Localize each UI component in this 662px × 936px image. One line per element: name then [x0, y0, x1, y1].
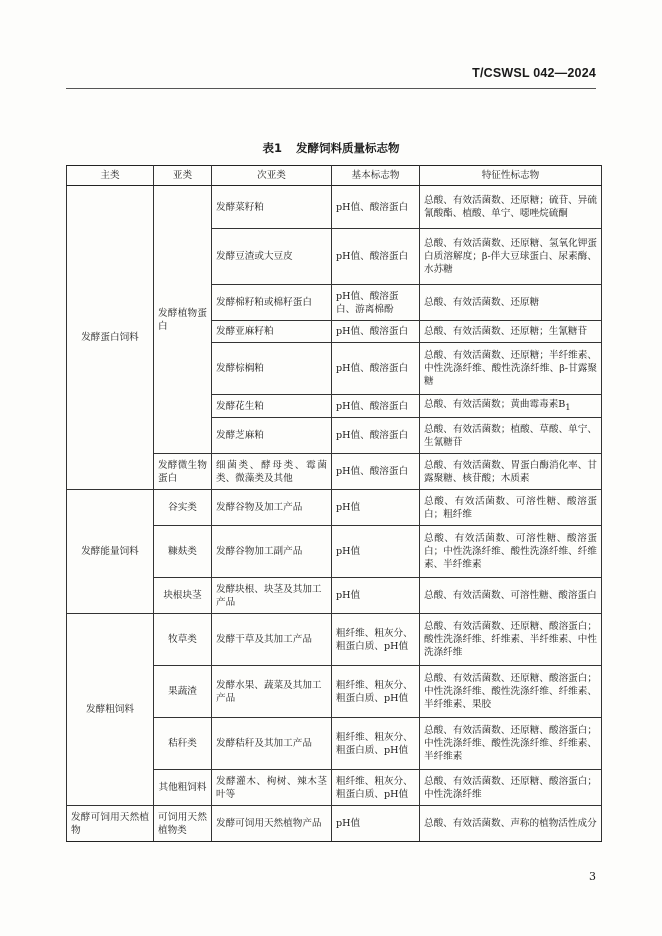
sub-subcategory-cell: 发酵花生粕: [212, 395, 332, 418]
characteristic-marker-cell: 总酸、有效活菌数、可溶性糖、酸溶蛋白；中性洗涤纤维、酸性洗涤纤维、纤维素、半纤维素: [420, 526, 602, 578]
sub-subcategory-cell: 发酵灌木、枸树、辣木茎叶等: [212, 770, 332, 806]
basic-marker-cell: 粗纤维、粗灰分、粗蛋白质、pH值: [332, 666, 420, 718]
basic-marker-cell: pH值、酸溶蛋白: [332, 343, 420, 395]
characteristic-marker-cell: 总酸、有效活菌数、还原糖；硫苷、异硫氰酸酯、植酸、单宁、噁唑烷硫酮: [420, 186, 602, 229]
characteristic-marker-cell: 总酸、有效活菌数、还原糖；半纤维素、中性洗涤纤维、酸性洗涤纤维、β-甘露聚糖: [420, 343, 602, 395]
table-header-row: [67, 166, 602, 186]
basic-marker-cell: pH值: [332, 806, 420, 842]
characteristic-marker-cell: 总酸、有效活菌数、还原糖、酸溶蛋白；中性洗涤纤维、酸性洗涤纤维、纤维素、半纤维素: [420, 718, 602, 770]
main-category-cell: 发酵可饲用天然植物: [67, 806, 154, 842]
basic-marker-cell: pH值、酸溶蛋白: [332, 229, 420, 285]
subcategory-cell: 发酵微生物蛋白: [154, 454, 212, 490]
document-code: T/CSWSL 042—2024: [472, 66, 596, 80]
subcategory-cell: 秸秆类: [154, 718, 212, 770]
basic-marker-cell: pH值: [332, 490, 420, 526]
table-number: 表1: [262, 141, 282, 155]
basic-marker-cell: pH值、酸溶蛋白: [332, 454, 420, 490]
characteristic-marker-cell: 总酸、有效活菌数、可溶性糖、酸溶蛋白；粗纤维: [420, 490, 602, 526]
sub-subcategory-cell: 发酵干草及其加工产品: [212, 614, 332, 666]
sub-subcategory-cell: 发酵棉籽粕或棉籽蛋白: [212, 285, 332, 321]
sub-subcategory-cell: 发酵可饲用天然植物产品: [212, 806, 332, 842]
basic-marker-cell: pH值、酸溶蛋白: [332, 418, 420, 454]
sub-subcategory-cell: 发酵谷物加工副产品: [212, 526, 332, 578]
column-header-main-category: 主类: [67, 166, 154, 186]
basic-marker-cell: pH值、酸溶蛋白: [332, 186, 420, 229]
main-category-cell: 发酵蛋白饲料: [67, 186, 154, 490]
characteristic-marker-cell: 总酸、有效活菌数、还原糖；生氰糖苷: [420, 321, 602, 343]
basic-marker-cell: pH值、酸溶蛋白: [332, 321, 420, 343]
sub-subcategory-cell: 发酵亚麻籽粕: [212, 321, 332, 343]
column-header-subcategory: 亚类: [154, 166, 212, 186]
subcategory-cell: 发酵植物蛋白: [154, 186, 212, 454]
characteristic-marker-cell: 总酸、有效活菌数、还原糖: [420, 285, 602, 321]
sub-subcategory-cell: 发酵谷物及加工产品: [212, 490, 332, 526]
basic-marker-cell: 粗纤维、粗灰分、粗蛋白质、pH值: [332, 614, 420, 666]
basic-marker-cell: 粗纤维、粗灰分、粗蛋白质、pH值: [332, 718, 420, 770]
subcategory-cell: 可饲用天然植物类: [154, 806, 212, 842]
subcategory-cell: 糠麸类: [154, 526, 212, 578]
characteristic-marker-cell: 总酸、有效活菌数；植酸、草酸、单宁、生氰糖苷: [420, 418, 602, 454]
characteristic-marker-cell: 总酸、有效活菌数、可溶性糖、酸溶蛋白: [420, 578, 602, 614]
subcategory-cell: 块根块茎: [154, 578, 212, 614]
marker-text: 总酸、有效活菌数；黄曲霉毒素B: [424, 399, 566, 411]
sub-subcategory-cell: 发酵菜籽粕: [212, 186, 332, 229]
sub-subcategory-cell: 发酵豆渣或大豆皮: [212, 229, 332, 285]
table-caption: [0, 140, 662, 156]
basic-marker-cell: pH值、酸溶蛋白: [332, 395, 420, 418]
table-row: [67, 614, 602, 666]
characteristic-marker-cell: 总酸、有效活菌数、胃蛋白酶消化率、甘露聚糖、核苷酸；木质素: [420, 454, 602, 490]
subcategory-cell: 果蔬渣: [154, 666, 212, 718]
main-category-cell: 发酵粗饲料: [67, 614, 154, 806]
subscript-text: 1: [565, 403, 571, 413]
subcategory-cell: 其他粗饲料: [154, 770, 212, 806]
column-header-characteristic-markers: 特征性标志物: [420, 166, 602, 186]
table-row: [67, 806, 602, 842]
characteristic-marker-cell: 总酸、有效活菌数、还原糖、酸溶蛋白；中性洗涤纤维、酸性洗涤纤维、纤维素、半纤维素、果胶: [420, 666, 602, 718]
table-row: [67, 490, 602, 526]
characteristic-marker-cell: 总酸、有效活菌数、还原糖、酸溶蛋白；中性洗涤纤维: [420, 770, 602, 806]
column-header-basic-markers: 基本标志物: [332, 166, 420, 186]
main-category-cell: 发酵能量饲料: [67, 490, 154, 614]
sub-subcategory-cell: 发酵棕榈粕: [212, 343, 332, 395]
characteristic-marker-cell: 总酸、有效活菌数、还原糖、酸溶蛋白；酸性洗涤纤维、纤维素、半纤维素、中性洗涤纤维: [420, 614, 602, 666]
header-rule: [66, 88, 596, 89]
basic-marker-cell: pH值、酸溶蛋白、游离棉酚: [332, 285, 420, 321]
basic-marker-cell: pH值: [332, 526, 420, 578]
characteristic-marker-cell: [420, 395, 602, 418]
characteristic-marker-cell: 总酸、有效活菌数、声称的植物活性成分: [420, 806, 602, 842]
table-row: [67, 186, 602, 229]
subcategory-cell: 牧草类: [154, 614, 212, 666]
characteristic-marker-cell: 总酸、有效活菌数、还原糖、氢氧化钾蛋白质溶解度；β-伴大豆球蛋白、尿素酶、水苏糖: [420, 229, 602, 285]
basic-marker-cell: pH值: [332, 578, 420, 614]
page-number: 3: [589, 870, 596, 883]
table-title: 发酵饲料质量标志物: [296, 141, 400, 155]
sub-subcategory-cell: 发酵芝麻粕: [212, 418, 332, 454]
sub-subcategory-cell: 细菌类、酵母类、霉菌类、微藻类及其他: [212, 454, 332, 490]
basic-marker-cell: 粗纤维、粗灰分、粗蛋白质、pH值: [332, 770, 420, 806]
sub-subcategory-cell: 发酵块根、块茎及其加工产品: [212, 578, 332, 614]
sub-subcategory-cell: 发酵水果、蔬菜及其加工产品: [212, 666, 332, 718]
column-header-sub-subcategory: 次亚类: [212, 166, 332, 186]
quality-marker-table: [66, 165, 602, 842]
sub-subcategory-cell: 发酵秸秆及其加工产品: [212, 718, 332, 770]
subcategory-cell: 谷实类: [154, 490, 212, 526]
